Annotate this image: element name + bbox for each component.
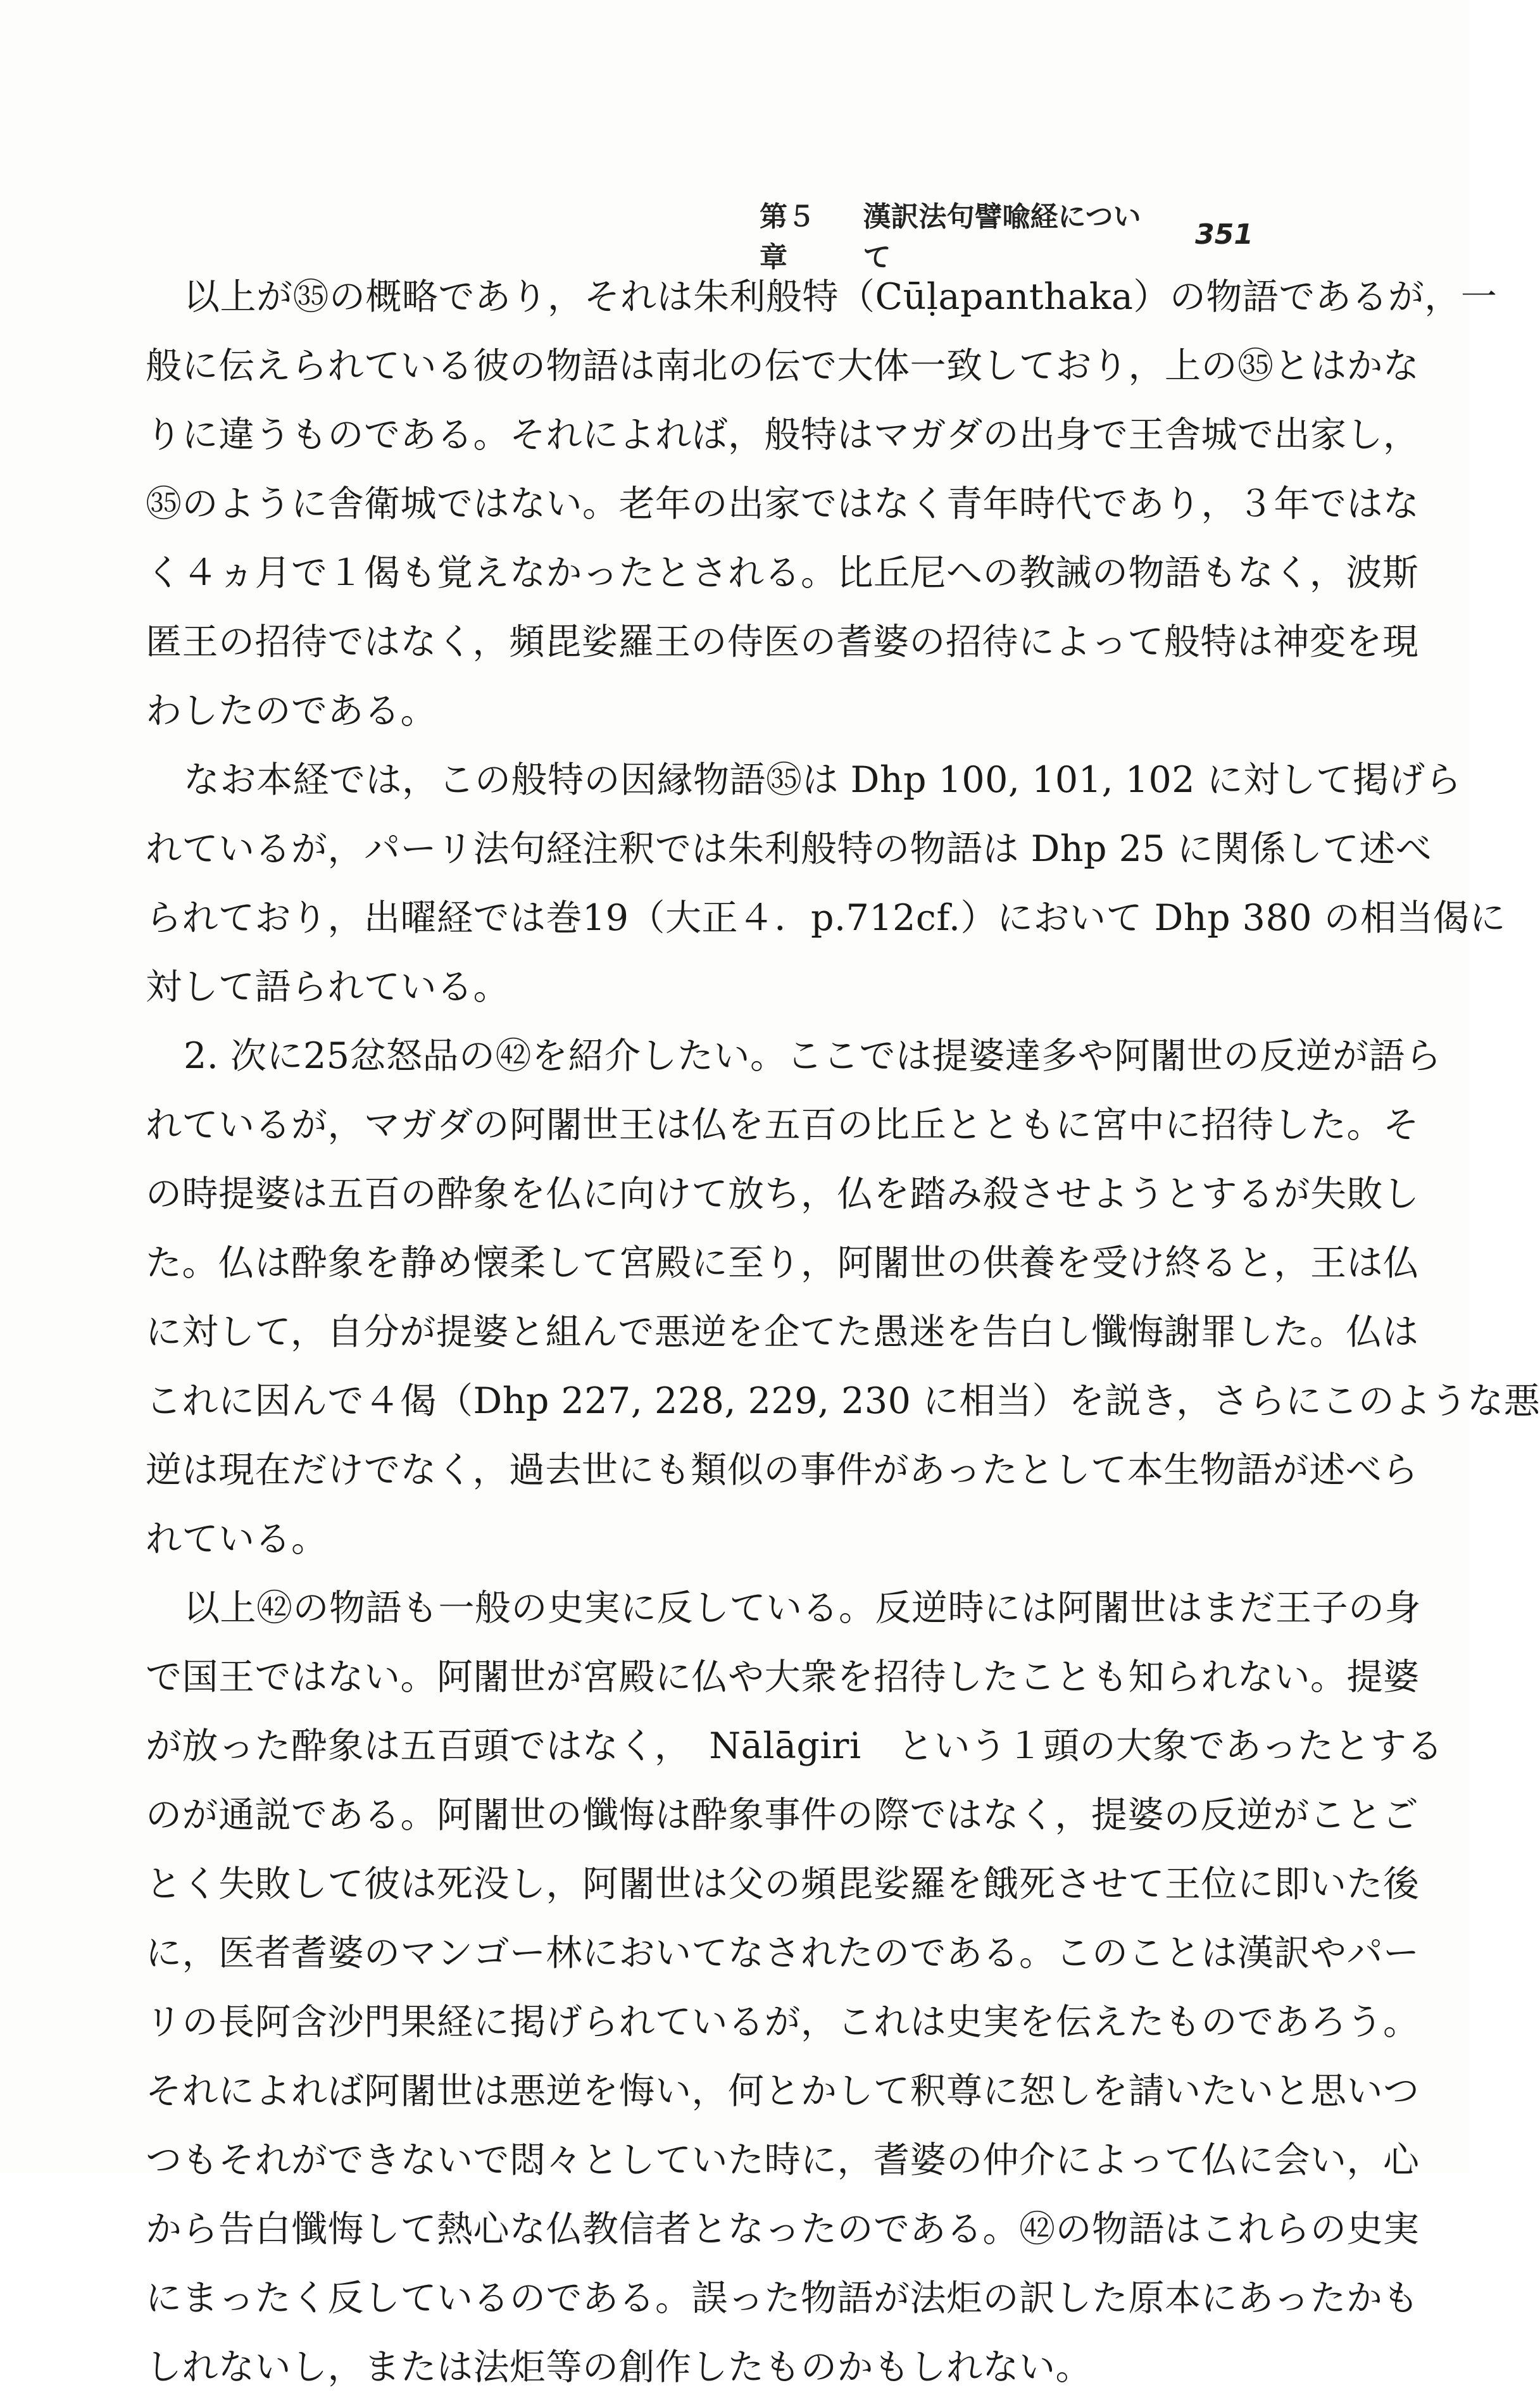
- text-line: 2. 次に25忿怒品の㊷を紹介したい。ここでは提婆達多や阿闍世の反逆が語ら: [184, 1035, 1442, 1077]
- text-line: に対して，自分が提婆と組んで悪逆を企てた愚迷を告白し懺悔謝罪した。仏は: [146, 1311, 1419, 1353]
- text-line: で国王ではない。阿闍世が宮殿に仏や大衆を招待したことも知られない。提婆: [146, 1656, 1420, 1698]
- text-line: なお本経では，この般特の因縁物語㉟は Dhp 100, 101, 102 に対して掲げら: [184, 759, 1462, 801]
- text-line: 以上㊷の物語も一般の史実に反している。反逆時には阿闍世はまだ王子の身: [184, 1587, 1421, 1629]
- text-line: れている。: [146, 1518, 328, 1560]
- text-line: しれないし，または法炬等の創作したものかもしれない。: [146, 2346, 1092, 2388]
- text-line: ㉟のように舎衛城ではない。老年の出家ではなく青年時代であり，３年ではな: [146, 483, 1420, 525]
- chapter-title: 漢訳法句譬喩経について: [863, 201, 1141, 274]
- text-line: のが通説である。阿闍世の懺悔は酔象事件の際ではなく，提婆の反逆がことご: [146, 1794, 1419, 1836]
- text-line: 般に伝えられている彼の物語は南北の伝で大体一致しており，上の㉟とはかな: [146, 345, 1420, 387]
- text-line: の時提婆は五百の酔象を仏に向けて放ち，仏を踏み殺させようとするが失敗し: [146, 1173, 1420, 1215]
- paragraph-3: [146, 1022, 1540, 1574]
- text-line: りに違うものである。それによれば，般特はマガダの出身で王舎城で出家し，: [146, 414, 1420, 456]
- text-line: とく失敗して彼は死没し，阿闍世は父の頻毘娑羅を餓死させて王位に即いた後: [146, 1863, 1420, 1905]
- paragraph-2: [146, 746, 1506, 1022]
- text-line: られており，出曜経では巻19（大正４．p.712cf.）において Dhp 380 の相当偈に: [146, 897, 1506, 939]
- text-line: た。仏は酔象を静め懐柔して宮殿に至り，阿闍世の供養を受け終ると，王は仏: [146, 1242, 1420, 1284]
- text-line: が放った酔象は五百頭ではなく， Nālāgiri という１頭の大象であったとする: [146, 1725, 1444, 1767]
- text-line: わしたのである。: [146, 690, 437, 732]
- running-header: [760, 201, 1253, 274]
- text-line: れているが，マガダの阿闍世王は仏を五百の比丘とともに宮中に招待した。そ: [146, 1104, 1420, 1146]
- text-line: 匿王の招待ではなく，頻毘娑羅王の侍医の耆婆の招待によって般特は神変を現: [146, 621, 1419, 663]
- text-line: 逆は現在だけでなく，過去世にも類似の事件があったとして本生物語が述べら: [146, 1449, 1418, 1491]
- text-line: それによれば阿闍世は悪逆を悔い，何とかして釈尊に恕しを請いたいと思いつ: [146, 2070, 1420, 2112]
- text-line: れているが，パーリ法句経注釈では朱利般特の物語は Dhp 25 に関係して述べ: [146, 828, 1432, 870]
- paragraph-1: [146, 263, 1498, 746]
- text-line: 以上が㉟の概略であり，それは朱利般特（Cūḷapanthaka）の物語であるが，一: [184, 276, 1498, 318]
- text-line: から告白懺悔して熱心な仏教信者となったのである。㊷の物語はこれらの史実: [146, 2208, 1420, 2250]
- page-number: 351: [1195, 218, 1253, 251]
- text-line: つもそれができないで悶々としていた時に，耆婆の仲介によって仏に会い，心: [146, 2139, 1420, 2181]
- chapter-number: 第５章: [760, 201, 815, 274]
- paragraph-4: [146, 1574, 1444, 2402]
- text-line: これに因んで４偈（Dhp 227, 228, 229, 230 に相当）を説き，さらにこのような悪: [146, 1380, 1540, 1422]
- body-text: [146, 263, 1540, 2402]
- text-line: く４ヵ月で１偈も覚えなかったとされる。比丘尼への教誡の物語もなく，波斯: [146, 552, 1419, 594]
- text-line: 対して語られている。: [146, 966, 510, 1008]
- text-line: リの長阿含沙門果経に掲げられているが，これは史実を伝えたものであろう。: [146, 2001, 1420, 2043]
- text-line: に，医者耆婆のマンゴー林においてなされたのである。このことは漢訳やパー: [146, 1932, 1420, 1974]
- text-line: にまったく反しているのである。誤った物語が法炬の訳した原本にあったかも: [146, 2277, 1419, 2319]
